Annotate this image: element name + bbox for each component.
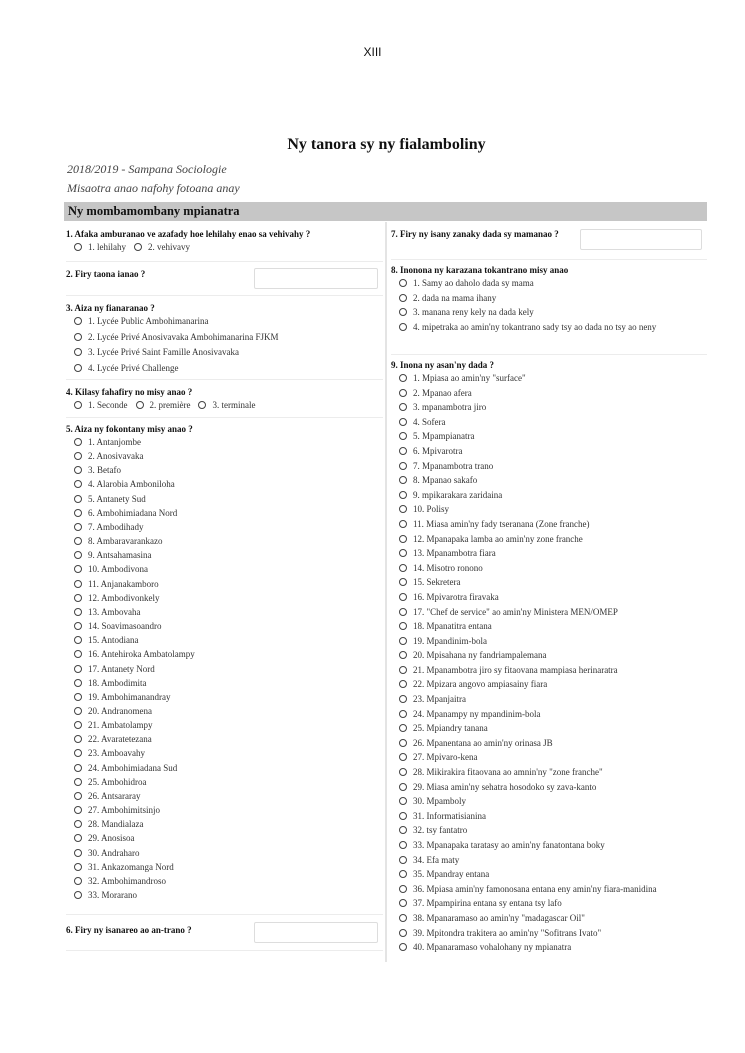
radio-option[interactable] xyxy=(399,765,707,780)
radio-option[interactable] xyxy=(74,732,383,746)
form-subtitle-thanks: Misaotra anao nafohy fotoana anay xyxy=(67,181,240,195)
radio-option-label: 9. mpikarakara zaridaina xyxy=(413,489,503,500)
radio-option-label: 38. Mpanaramaso ao amin'ny "madagascar Oil" xyxy=(413,912,585,923)
radio-button-icon[interactable] xyxy=(399,899,407,907)
radio-option-label: 2. dada na mama ihany xyxy=(413,292,497,303)
radio-option[interactable] xyxy=(399,459,707,474)
radio-option-label: 14. Misotro ronono xyxy=(413,562,483,573)
radio-option-label: 28. Mikirakira fitaovana ao amnin'ny "zone franche" xyxy=(413,767,603,778)
radio-option-label: 6. Mpivarotra xyxy=(413,445,463,456)
page-number: XIII xyxy=(363,45,382,59)
radio-option-label: 3. mpanambotra jiro xyxy=(413,402,487,413)
radio-option[interactable] xyxy=(399,590,707,605)
radio-option[interactable] xyxy=(74,718,383,732)
radio-button-icon[interactable] xyxy=(74,650,82,658)
radio-option[interactable] xyxy=(74,761,383,775)
radio-option[interactable] xyxy=(74,361,383,377)
radio-option-label: 9. Antsahamasina xyxy=(88,550,152,561)
radio-option-label: 36. Mpiasa amin'ny famonosana entana eny amin'ny fiara-manidina xyxy=(413,883,657,894)
radio-option-label: 31. Ankazomanga Nord xyxy=(88,861,174,872)
radio-button-icon[interactable] xyxy=(399,710,407,718)
radio-option-label: 1. Samy ao daholo dada sy mama xyxy=(413,278,534,288)
radio-option-label: 3. Betafo xyxy=(88,465,121,476)
radio-option[interactable] xyxy=(74,662,383,676)
radio-option-label: 10. Polisy xyxy=(413,504,450,515)
radio-option-label: 25. Ambohidroa xyxy=(88,776,147,787)
radio-option[interactable] xyxy=(74,492,383,506)
radio-option-label: 7. Ambodihady xyxy=(88,521,144,532)
radio-option-label: 32. tsy fantatro xyxy=(413,825,468,836)
radio-button-icon[interactable] xyxy=(399,418,407,426)
radio-option-label: 18. Ambodimita xyxy=(88,677,147,688)
radio-option-label: 3. terminale xyxy=(212,400,256,410)
radio-option-label: 24. Ambohimiadana Sud xyxy=(88,762,178,773)
radio-button-icon[interactable] xyxy=(74,480,82,488)
radio-group xyxy=(399,276,707,335)
radio-group xyxy=(74,398,383,412)
radio-option[interactable] xyxy=(399,502,707,517)
radio-option-label: 26. Mpanentana ao amin'ny orinasa JB xyxy=(413,737,553,748)
radio-button-icon[interactable] xyxy=(74,594,82,602)
radio-option[interactable] xyxy=(399,532,707,547)
radio-button-icon[interactable] xyxy=(74,863,82,871)
radio-option-label: 12. Mpanapaka lamba ao amin'ny zone franche xyxy=(413,533,583,544)
radio-button-icon[interactable] xyxy=(399,753,407,761)
radio-option-label: 26. Antsararay xyxy=(88,790,141,801)
radio-button-icon[interactable] xyxy=(399,520,407,528)
radio-button-icon[interactable] xyxy=(399,739,407,747)
radio-option-label: 12. Ambodivonkely xyxy=(88,592,160,603)
radio-option[interactable] xyxy=(399,692,707,707)
radio-option[interactable] xyxy=(74,314,383,330)
radio-button-icon[interactable] xyxy=(399,432,407,440)
question-label: 8. Inonona ny karazana tokantrano misy anao xyxy=(391,265,569,275)
radio-option-label: 5. Antanety Sud xyxy=(88,493,146,504)
radio-option-label: 11. Miasa amin'ny fady tseranana (Zone franche) xyxy=(413,518,590,529)
radio-option[interactable] xyxy=(74,506,383,520)
radio-option-label: 15. Antodiana xyxy=(88,635,139,646)
radio-option-label: 23. Mpanjaitra xyxy=(413,694,466,705)
radio-option[interactable] xyxy=(399,867,707,882)
radio-button-icon[interactable] xyxy=(399,323,407,331)
radio-button-icon[interactable] xyxy=(74,523,82,531)
section-header: Ny mombamombany mpianatra xyxy=(64,202,707,221)
radio-button-icon[interactable] xyxy=(74,693,82,701)
radio-option[interactable] xyxy=(399,605,707,620)
question-siblings xyxy=(391,222,707,260)
radio-button-icon[interactable] xyxy=(74,438,82,446)
radio-option-label: 35. Mpandray entana xyxy=(413,869,490,880)
question-label: 1. Afaka amburanao ve azafady hoe lehilahy enao sa vehivahy ? xyxy=(66,229,311,239)
radio-button-icon[interactable] xyxy=(399,608,407,616)
radio-button-icon[interactable] xyxy=(399,870,407,878)
radio-button-icon[interactable] xyxy=(74,877,82,885)
radio-option[interactable] xyxy=(74,345,383,361)
radio-option[interactable] xyxy=(74,746,383,760)
radio-option-label: 1. Antanjombe xyxy=(88,437,141,447)
radio-option-label: 19. Mpandinim-bola xyxy=(413,635,487,646)
radio-option[interactable] xyxy=(399,320,707,335)
radio-option[interactable] xyxy=(399,305,707,320)
radio-option-label: 30. Andraharo xyxy=(88,847,140,858)
radio-option-label: 8. Mpanao sakafo xyxy=(413,475,478,486)
radio-option[interactable] xyxy=(399,634,707,649)
radio-button-icon[interactable] xyxy=(74,608,82,616)
radio-option-label: 33. Morarano xyxy=(88,890,137,900)
radio-button-icon[interactable] xyxy=(399,279,407,287)
radio-option-label: 17. Antanety Nord xyxy=(88,663,155,674)
siblings-input[interactable] xyxy=(580,229,702,250)
radio-option[interactable] xyxy=(399,488,707,503)
radio-option-label: 3. Lycée Privé Saint Famille Anosivavaka xyxy=(88,347,239,358)
radio-button-icon[interactable] xyxy=(399,564,407,572)
radio-option-label: 16. Antehiroka Ambatolampy xyxy=(88,649,195,660)
right-column xyxy=(391,222,707,955)
radio-option[interactable] xyxy=(74,633,383,647)
radio-option[interactable] xyxy=(399,291,707,306)
radio-option-label: 2. première xyxy=(149,400,191,410)
radio-option[interactable] xyxy=(399,721,707,736)
question-label: 6. Firy ny isanareo ao an-trano ? xyxy=(66,925,192,935)
radio-option[interactable] xyxy=(399,853,707,868)
radio-button-icon[interactable] xyxy=(74,665,82,673)
radio-button-icon[interactable] xyxy=(399,856,407,864)
radio-button-icon[interactable] xyxy=(74,364,82,372)
radio-button-icon[interactable] xyxy=(399,491,407,499)
radio-option-label: 7. Mpanambotra trano xyxy=(413,460,494,471)
radio-button-icon[interactable] xyxy=(74,452,82,460)
radio-option[interactable] xyxy=(74,846,383,860)
radio-option-label: 22. Avaratetezana xyxy=(88,734,152,745)
radio-button-icon[interactable] xyxy=(399,929,407,937)
radio-button-icon[interactable] xyxy=(136,401,144,409)
radio-option-label: 14. Soavimasoandro xyxy=(88,621,162,632)
radio-option[interactable] xyxy=(74,463,383,477)
radio-button-icon[interactable] xyxy=(399,294,407,302)
question-label: 3. Aiza ny fianaranao ? xyxy=(66,303,155,313)
radio-option-label: 1. Seconde xyxy=(88,400,128,410)
radio-button-icon[interactable] xyxy=(399,505,407,513)
radio-option-label: 39. Mpitondra trakitera ao amin'ny "Sofitrans Ivato" xyxy=(413,927,602,938)
radio-option[interactable] xyxy=(399,546,707,561)
radio-option-label: 1. lehilahy xyxy=(88,242,126,252)
radio-group xyxy=(74,435,383,902)
radio-option-label: 4. mipetraka ao amin'ny tokantrano sady tsy ao dada no tsy ao neny xyxy=(413,322,657,333)
radio-option[interactable] xyxy=(74,676,383,690)
radio-option-label: 24. Mpanampy ny mpandinim-bola xyxy=(413,708,541,719)
radio-button-icon[interactable] xyxy=(399,447,407,455)
radio-button-icon[interactable] xyxy=(399,797,407,805)
left-column xyxy=(66,222,383,951)
radio-button-icon[interactable] xyxy=(74,333,82,341)
question-label: 2. Firy taona ianao ? xyxy=(66,269,146,279)
radio-option-label: 29. Anosisoa xyxy=(88,833,135,844)
radio-option[interactable] xyxy=(136,398,191,412)
question-label: 7. Firy ny isany zanaky dada sy mamanao ? xyxy=(391,229,559,239)
radio-option[interactable] xyxy=(74,520,383,534)
radio-option[interactable] xyxy=(399,780,707,795)
radio-button-icon[interactable] xyxy=(74,466,82,474)
radio-option[interactable] xyxy=(399,663,707,678)
radio-button-icon[interactable] xyxy=(399,578,407,586)
radio-option[interactable] xyxy=(399,750,707,765)
radio-option[interactable] xyxy=(74,874,383,888)
radio-option-label: 34. Efa maty xyxy=(413,854,460,865)
radio-option[interactable] xyxy=(399,648,707,663)
radio-option[interactable] xyxy=(399,838,707,853)
radio-group xyxy=(74,240,383,254)
form-title: Ny tanora sy ny fialamboliny xyxy=(287,136,486,153)
radio-option-label: 2. Mpanao afera xyxy=(413,387,472,398)
radio-button-icon[interactable] xyxy=(399,680,407,688)
radio-button-icon[interactable] xyxy=(74,679,82,687)
radio-option[interactable] xyxy=(399,429,707,444)
radio-option-label: 20. Andranomena xyxy=(88,705,152,716)
question-label: 9. Inona ny asan'ny dada ? xyxy=(391,360,495,370)
radio-option[interactable] xyxy=(399,882,707,897)
radio-button-icon[interactable] xyxy=(74,622,82,630)
radio-button-icon[interactable] xyxy=(399,841,407,849)
radio-option[interactable] xyxy=(74,647,383,661)
radio-option-label: 2. Lycée Privé Anosivavaka Ambohimanarina FJKM xyxy=(88,331,279,342)
radio-option-label: 8. Ambaravarankazo xyxy=(88,536,163,547)
radio-option-label: 25. Mpiandry tanana xyxy=(413,723,488,734)
radio-option-label: 4. Alarobia Amboniloha xyxy=(88,479,175,490)
radio-option-label: 16. Mpivarotra firavaka xyxy=(413,591,499,602)
radio-button-icon[interactable] xyxy=(74,721,82,729)
radio-button-icon[interactable] xyxy=(74,243,82,251)
radio-button-icon[interactable] xyxy=(399,389,407,397)
radio-option[interactable] xyxy=(399,386,707,401)
radio-option[interactable] xyxy=(399,415,707,430)
radio-button-icon[interactable] xyxy=(399,535,407,543)
radio-button-icon[interactable] xyxy=(74,707,82,715)
household-size-input[interactable] xyxy=(254,922,378,943)
radio-option[interactable] xyxy=(74,789,383,803)
radio-option-label: 21. Ambatolampy xyxy=(88,720,153,731)
radio-button-icon[interactable] xyxy=(399,374,407,382)
radio-option-label: 21. Mpanambotra jiro sy fitaovana mampiasa herinaratra xyxy=(413,664,618,675)
radio-option[interactable] xyxy=(74,888,383,902)
radio-option-label: 20. Mpisahana ny fandriampalemana xyxy=(413,650,547,661)
radio-option-label: 29. Miasa amin'ny sehatra hosodoko sy zava-kanto xyxy=(413,781,597,792)
age-input[interactable] xyxy=(254,268,378,289)
radio-button-icon[interactable] xyxy=(399,783,407,791)
radio-button-icon[interactable] xyxy=(399,724,407,732)
radio-option-label: 27. Mpivaro-kena xyxy=(413,752,478,763)
radio-button-icon[interactable] xyxy=(399,462,407,470)
radio-button-icon[interactable] xyxy=(399,666,407,674)
radio-button-icon[interactable] xyxy=(74,580,82,588)
radio-option-label: 15. Sekretera xyxy=(413,577,461,588)
question-gender xyxy=(66,222,383,262)
radio-option[interactable] xyxy=(399,896,707,911)
radio-button-icon[interactable] xyxy=(134,243,142,251)
radio-option-label: 10. Ambodivona xyxy=(88,564,148,575)
radio-option[interactable] xyxy=(399,823,707,838)
radio-option[interactable] xyxy=(399,473,707,488)
radio-button-icon[interactable] xyxy=(74,317,82,325)
radio-option-label: 37. Mpampirina entana sy entana tsy lafo xyxy=(413,898,562,909)
radio-button-icon[interactable] xyxy=(399,812,407,820)
radio-group xyxy=(399,371,707,955)
radio-option-label: 11. Anjanakamboro xyxy=(88,578,159,589)
radio-button-icon[interactable] xyxy=(74,792,82,800)
column-divider xyxy=(385,222,387,962)
radio-option[interactable] xyxy=(399,707,707,722)
radio-option[interactable] xyxy=(399,400,707,415)
radio-option-label: 32. Ambohimandroso xyxy=(88,875,166,886)
radio-option-label: 30. Mpamboly xyxy=(413,796,466,807)
radio-option[interactable] xyxy=(74,775,383,789)
radio-option[interactable] xyxy=(74,477,383,491)
radio-option[interactable] xyxy=(399,926,707,941)
radio-button-icon[interactable] xyxy=(399,826,407,834)
radio-option[interactable] xyxy=(399,940,707,955)
radio-option-label: 13. Ambovaha xyxy=(88,606,141,617)
radio-button-icon[interactable] xyxy=(399,476,407,484)
question-household-type xyxy=(391,260,707,355)
radio-option[interactable] xyxy=(74,591,383,605)
radio-button-icon[interactable] xyxy=(74,551,82,559)
radio-option[interactable] xyxy=(399,619,707,634)
radio-button-icon[interactable] xyxy=(74,348,82,356)
radio-button-icon[interactable] xyxy=(74,495,82,503)
radio-option[interactable] xyxy=(74,860,383,874)
radio-option-label: 18. Mpanatitra entana xyxy=(413,621,492,632)
radio-option-label: 3. manana reny kely na dada kely xyxy=(413,307,534,318)
radio-option[interactable] xyxy=(74,435,383,449)
radio-button-icon[interactable] xyxy=(399,885,407,893)
question-school xyxy=(66,296,383,380)
radio-option[interactable] xyxy=(399,794,707,809)
radio-option[interactable] xyxy=(399,677,707,692)
radio-button-icon[interactable] xyxy=(399,651,407,659)
radio-option[interactable] xyxy=(74,534,383,548)
radio-option[interactable] xyxy=(74,704,383,718)
radio-button-icon[interactable] xyxy=(74,778,82,786)
radio-button-icon[interactable] xyxy=(74,401,82,409)
form-subtitle-year: 2018/2019 - Sampana Sociologie xyxy=(67,162,227,176)
radio-button-icon[interactable] xyxy=(399,622,407,630)
radio-option[interactable] xyxy=(74,330,383,346)
radio-option-label: 1. Mpiasa ao amin'ny "surface" xyxy=(413,373,526,383)
question-age xyxy=(66,262,383,296)
radio-button-icon[interactable] xyxy=(74,891,82,899)
radio-button-icon[interactable] xyxy=(399,593,407,601)
radio-option[interactable] xyxy=(74,398,128,412)
radio-button-icon[interactable] xyxy=(399,914,407,922)
radio-option-label: 31. Informatisianina xyxy=(413,810,486,821)
radio-option-label: 13. Mpanambotra fiara xyxy=(413,548,496,559)
radio-button-icon[interactable] xyxy=(399,943,407,951)
radio-option[interactable] xyxy=(399,517,707,532)
radio-option-label: 19. Ambohimanandray xyxy=(88,691,171,702)
radio-option-label: 22. Mpizara angovo ampiasainy fiara xyxy=(413,679,548,690)
radio-option-label: 1. Lycée Public Ambohimanarina xyxy=(88,316,209,326)
radio-button-icon[interactable] xyxy=(74,834,82,842)
radio-button-icon[interactable] xyxy=(74,764,82,772)
radio-option-label: 6. Ambohimiadana Nord xyxy=(88,507,178,518)
radio-option[interactable] xyxy=(74,562,383,576)
radio-option[interactable] xyxy=(134,240,190,254)
radio-button-icon[interactable] xyxy=(74,749,82,757)
radio-option[interactable] xyxy=(74,605,383,619)
radio-option[interactable] xyxy=(74,817,383,831)
radio-option[interactable] xyxy=(74,619,383,633)
radio-option[interactable] xyxy=(399,809,707,824)
radio-option[interactable] xyxy=(399,911,707,926)
radio-option[interactable] xyxy=(74,548,383,562)
radio-button-icon[interactable] xyxy=(74,509,82,517)
radio-option[interactable] xyxy=(399,575,707,590)
radio-button-icon[interactable] xyxy=(399,403,407,411)
question-class xyxy=(66,380,383,418)
radio-group xyxy=(74,314,383,377)
radio-option[interactable] xyxy=(74,831,383,845)
radio-option[interactable] xyxy=(399,276,707,291)
radio-button-icon[interactable] xyxy=(399,637,407,645)
radio-option-label: 2. Anosivavaka xyxy=(88,451,144,462)
question-label: 4. Kilasy fahafiry no misy anao ? xyxy=(66,387,193,397)
radio-button-icon[interactable] xyxy=(74,537,82,545)
radio-option-label: 2. vehivavy xyxy=(148,242,190,252)
question-father-job xyxy=(391,355,707,955)
radio-option[interactable] xyxy=(74,803,383,817)
radio-option[interactable] xyxy=(198,398,255,412)
radio-button-icon[interactable] xyxy=(399,308,407,316)
radio-button-icon[interactable] xyxy=(74,849,82,857)
radio-button-icon[interactable] xyxy=(399,768,407,776)
question-fokontany xyxy=(66,418,383,915)
radio-option-label: 23. Amboavahy xyxy=(88,748,145,759)
radio-button-icon[interactable] xyxy=(198,401,206,409)
radio-button-icon[interactable] xyxy=(74,735,82,743)
radio-option[interactable] xyxy=(74,577,383,591)
radio-button-icon[interactable] xyxy=(74,636,82,644)
radio-option[interactable] xyxy=(74,690,383,704)
radio-option[interactable] xyxy=(399,736,707,751)
radio-option[interactable] xyxy=(399,444,707,459)
radio-option-label: 33. Mpanapaka taratasy ao amin'ny fanatontana boky xyxy=(413,840,605,850)
radio-option-label: 4. Sofera xyxy=(413,416,446,427)
radio-button-icon[interactable] xyxy=(74,565,82,573)
radio-option-label: 4. Lycée Privé Challenge xyxy=(88,363,179,374)
question-label: 5. Aiza ny fokontany misy anao ? xyxy=(66,424,193,434)
radio-button-icon[interactable] xyxy=(399,695,407,703)
question-household-size xyxy=(66,915,383,951)
radio-option[interactable] xyxy=(74,240,126,254)
radio-option[interactable] xyxy=(399,371,707,386)
radio-option[interactable] xyxy=(399,561,707,576)
radio-option-label: 5. Mpampianatra xyxy=(413,431,475,442)
radio-button-icon[interactable] xyxy=(399,549,407,557)
radio-option-label: 28. Mandialaza xyxy=(88,819,144,830)
radio-option-label: 40. Mpanaramaso vohalohany ny mpianatra xyxy=(413,942,572,953)
radio-button-icon[interactable] xyxy=(74,806,82,814)
radio-option-label: 27. Ambohimitsinjo xyxy=(88,805,161,816)
radio-button-icon[interactable] xyxy=(74,820,82,828)
radio-option[interactable] xyxy=(74,449,383,463)
radio-option-label: 17. "Chef de service" ao amin'ny Ministera MEN/OMEP xyxy=(413,606,618,617)
